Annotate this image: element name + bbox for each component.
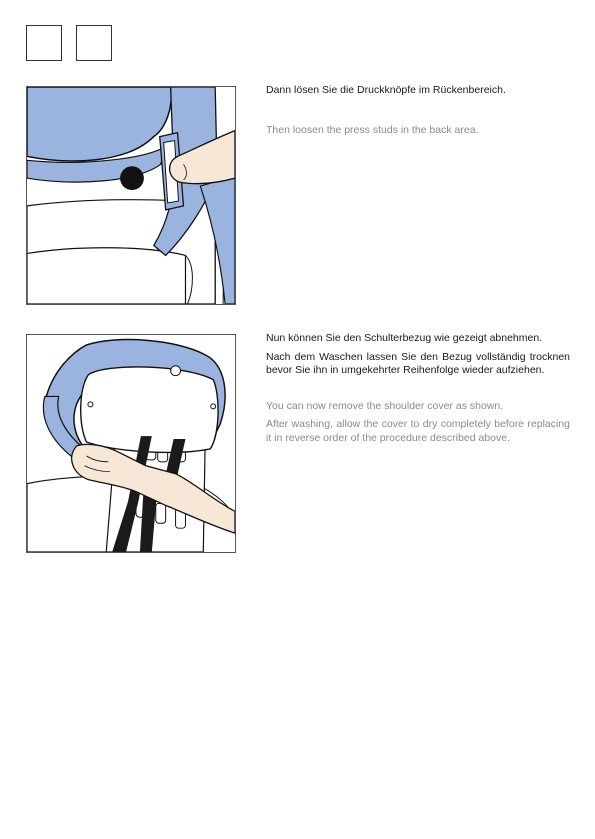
checkbox-2[interactable] xyxy=(76,25,112,61)
instruction-de: Dann lösen Sie die Druckknöpfe im Rückenbereich. xyxy=(266,84,506,96)
instruction-de-2: Nach dem Waschen lassen Sie den Bezug vollständig trocknen bevor Sie ihn in umgekehrter Reihenfolge wieder aufziehen. xyxy=(266,350,570,376)
instruction-en-1: You can now remove the shoulder cover as shown. xyxy=(266,399,504,412)
instruction-en: Then loosen the press studs in the back area. xyxy=(266,123,479,136)
instruction-block-2 xyxy=(266,332,570,450)
instruction-block-1 xyxy=(266,84,570,142)
illustration-remove-shoulder-cover xyxy=(26,334,236,553)
instruction-en-2: After washing, allow the cover to dry completely before replacing it in reverse order of the procedure described above. xyxy=(266,418,570,444)
illustration-press-studs xyxy=(26,86,236,305)
checkbox-1[interactable] xyxy=(26,25,62,61)
instruction-de-1: Nun können Sie den Schulterbezug wie gezeigt abnehmen. xyxy=(266,332,543,344)
